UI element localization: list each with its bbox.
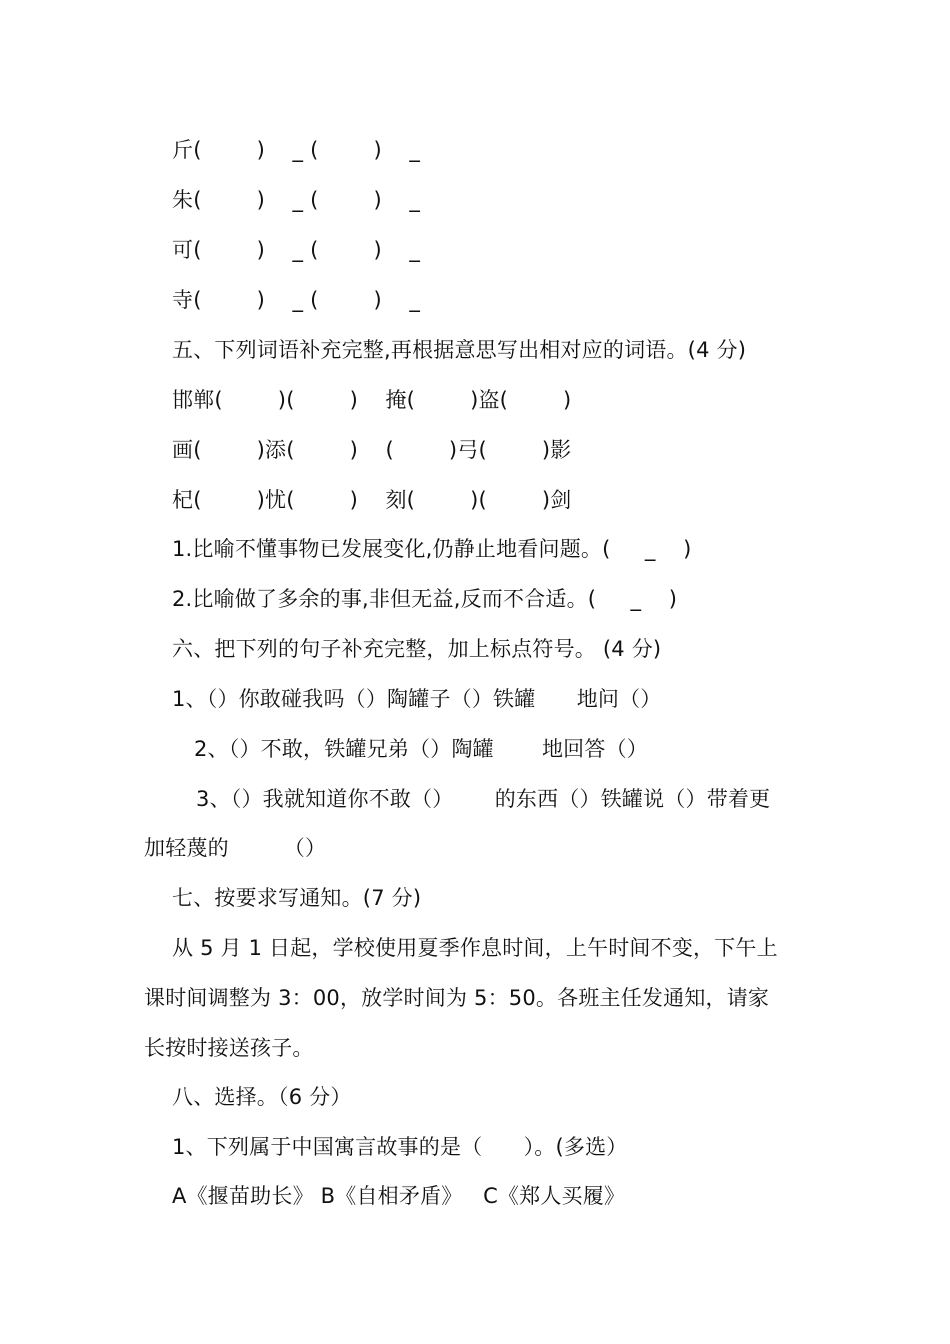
idiom-row-1: 邯郸( )( ) 掩( )盗( ) — [172, 388, 572, 412]
fill-row-2: 朱( ) _ ( ) _ — [172, 188, 421, 212]
idiom-row-3: 杞( )忧( ) 刻( )( )剑 — [172, 488, 572, 512]
fill-row-3: 可( ) _ ( ) _ — [172, 238, 421, 262]
notice-paragraph-line-3: 长按时接送孩子。 — [144, 1036, 314, 1060]
section8-options: A《揠苗助长》 B《自相矛盾》 C《郑人买履》 — [172, 1184, 626, 1208]
section7-heading: 七、按要求写通知。(7 分) — [172, 886, 422, 910]
section6-sentence-1: 1、（）你敢碰我吗（）陶罐子（）铁罐 地问（） — [172, 687, 662, 711]
section5-question-1: 1.比喻不懂事物已发展变化,仍静止地看问题。( _ ) — [172, 537, 692, 561]
section8-question-1: 1、下列属于中国寓言故事的是（ ）。(多选） — [172, 1135, 628, 1159]
idiom-row-2: 画( )添( ) ( )弓( )影 — [172, 438, 572, 462]
fill-row-1: 斤( ) _ ( ) _ — [172, 138, 421, 162]
section8-heading: 八、选择。（6 分） — [172, 1085, 352, 1109]
section6-sentence-2: 2、（）不敢，铁罐兄弟（）陶罐 地回答（） — [194, 737, 648, 761]
section5-heading: 五、下列词语补充完整,再根据意思写出相对应的词语。(4 分) — [172, 338, 747, 362]
section6-sentence-3-continued: 加轻蔑的 （） — [144, 836, 327, 860]
notice-paragraph-line-2: 课时间调整为 3：00，放学时间为 5：50。各班主任发通知，请家 — [144, 986, 770, 1010]
section6-heading: 六、把下列的句子补充完整，加上标点符号。 (4 分) — [172, 637, 662, 661]
notice-paragraph-line-1: 从 5 月 1 日起，学校使用夏季作息时间，上午时间不变，下午上 — [172, 936, 778, 960]
section5-question-2: 2.比喻做了多余的事,非但无益,反而不合适。( _ ) — [172, 587, 678, 611]
fill-row-4: 寺( ) _ ( ) _ — [172, 288, 421, 312]
section6-sentence-3: 3、（）我就知道你不敢（） 的东西（）铁罐说（）带着更 — [196, 787, 771, 811]
